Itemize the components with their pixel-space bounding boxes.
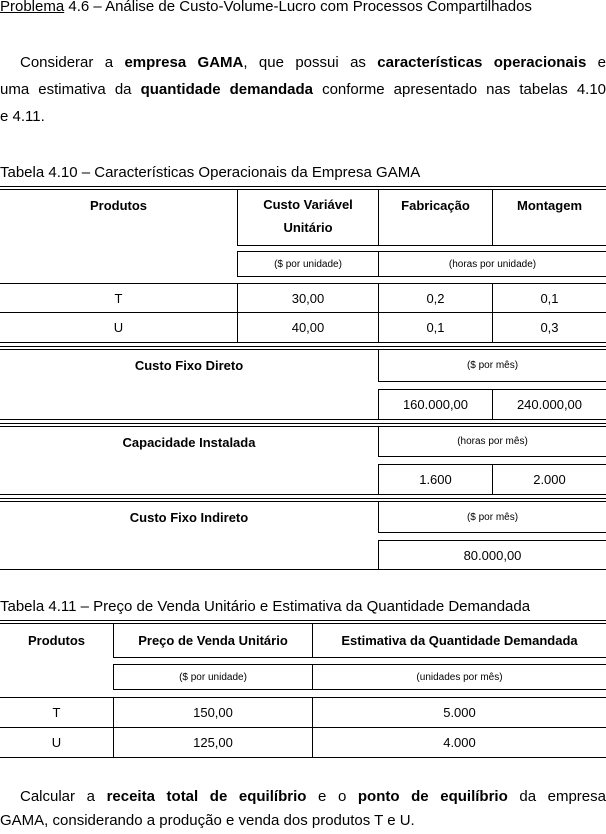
receita-bold: receita total de equilíbrio — [106, 788, 307, 805]
quantidade-bold: quantidade demandada — [140, 81, 314, 98]
custo-fixo-indireto-label: Custo Fixo Indireto — [129, 510, 249, 525]
capacidade-mont: 2.000 — [533, 472, 566, 487]
table-row-t-mont: 0,1 — [540, 290, 559, 306]
empresa-gama-bold: empresa GAMA — [124, 54, 244, 71]
intro-line-2: uma estimativa da quantidade demandada conforme apresentado nas tabelas 4.10 — [0, 81, 606, 98]
t411-th-produtos: Produtos — [27, 633, 86, 648]
custo-fixo-indireto-value: 80.000,00 — [463, 547, 522, 563]
t411-row-u-preco: 125,00 — [193, 735, 233, 750]
caracteristicas-bold: características operacionais — [377, 54, 587, 71]
t411-th-estimativa: Estimativa da Quantidade Demandada — [341, 633, 578, 648]
intro-line-3: e 4.11. — [0, 108, 45, 125]
t411-row-u-qtd: 4.000 — [443, 735, 476, 750]
custo-fixo-direto-mont: 240.000,00 — [516, 397, 583, 412]
th-custo-variavel-line2: Unitário — [283, 219, 333, 235]
conclusion-line-2: GAMA, considerando a produção e venda dos produtos T e U. — [0, 812, 415, 829]
table-row-u-fab: 0,1 — [426, 320, 445, 335]
table-row-u-produto: U — [113, 320, 124, 335]
table-410-caption: Tabela 4.10 – Características Operacionais da Empresa GAMA — [0, 164, 421, 181]
conclusion-line-1: Calcular a receita total de equilíbrio e o ponto de equilíbrio da empresa — [20, 788, 606, 805]
custo-fixo-indireto-unit: ($ por mês) — [466, 511, 519, 523]
problem-title-rest: 4.6 – Análise de Custo-Volume-Lucro com Processos Compartilhados — [64, 0, 532, 15]
ponto-equilibrio-bold: ponto de equilíbrio — [357, 788, 508, 805]
th-custo-variavel-line1: Custo Variável — [263, 196, 353, 212]
th-fabricacao: Fabricação — [401, 198, 470, 213]
t411-unit-qtd: (unidades por mês) — [416, 671, 503, 683]
capacidade-fab: 1.600 — [419, 472, 452, 487]
table-row-u-mont: 0,3 — [540, 320, 559, 335]
table-411-caption: Tabela 4.11 – Preço de Venda Unitário e Estimativa da Quantidade Demandada — [0, 598, 531, 615]
custo-fixo-direto-unit: ($ por mês) — [466, 360, 519, 371]
th-produtos: Produtos — [89, 198, 148, 213]
problem-word: Problema — [0, 0, 65, 15]
custo-fixo-direto-label: Custo Fixo Direto — [134, 358, 244, 373]
t411-unit-preco: ($ por unidade) — [179, 671, 247, 683]
unit-custo: ($ por unidade) — [274, 258, 342, 270]
t411-row-u-produto: U — [51, 735, 62, 750]
t411-row-t-preco: 150,00 — [193, 705, 233, 720]
capacidade-unit: (horas por mês) — [457, 436, 528, 447]
th-montagem: Montagem — [517, 198, 582, 213]
custo-fixo-direto-fab: 160.000,00 — [402, 397, 469, 412]
table-row-t-fab: 0,2 — [426, 290, 445, 306]
unit-horas: (horas por unidade) — [448, 258, 537, 270]
t411-th-preco: Preço de Venda Unitário — [138, 633, 288, 648]
table-row-t-produto: T — [114, 290, 123, 306]
table-row-u-custo: 40,00 — [291, 320, 325, 335]
t411-row-t-produto: T — [52, 705, 61, 720]
table-row-t-custo: 30,00 — [291, 290, 325, 306]
problem-title — [0, 0, 532, 15]
capacidade-label: Capacidade Instalada — [122, 435, 256, 450]
intro-line-1: Considerar a empresa GAMA, que possui as características operacionais e — [20, 54, 606, 71]
t411-row-t-qtd: 5.000 — [443, 705, 476, 720]
